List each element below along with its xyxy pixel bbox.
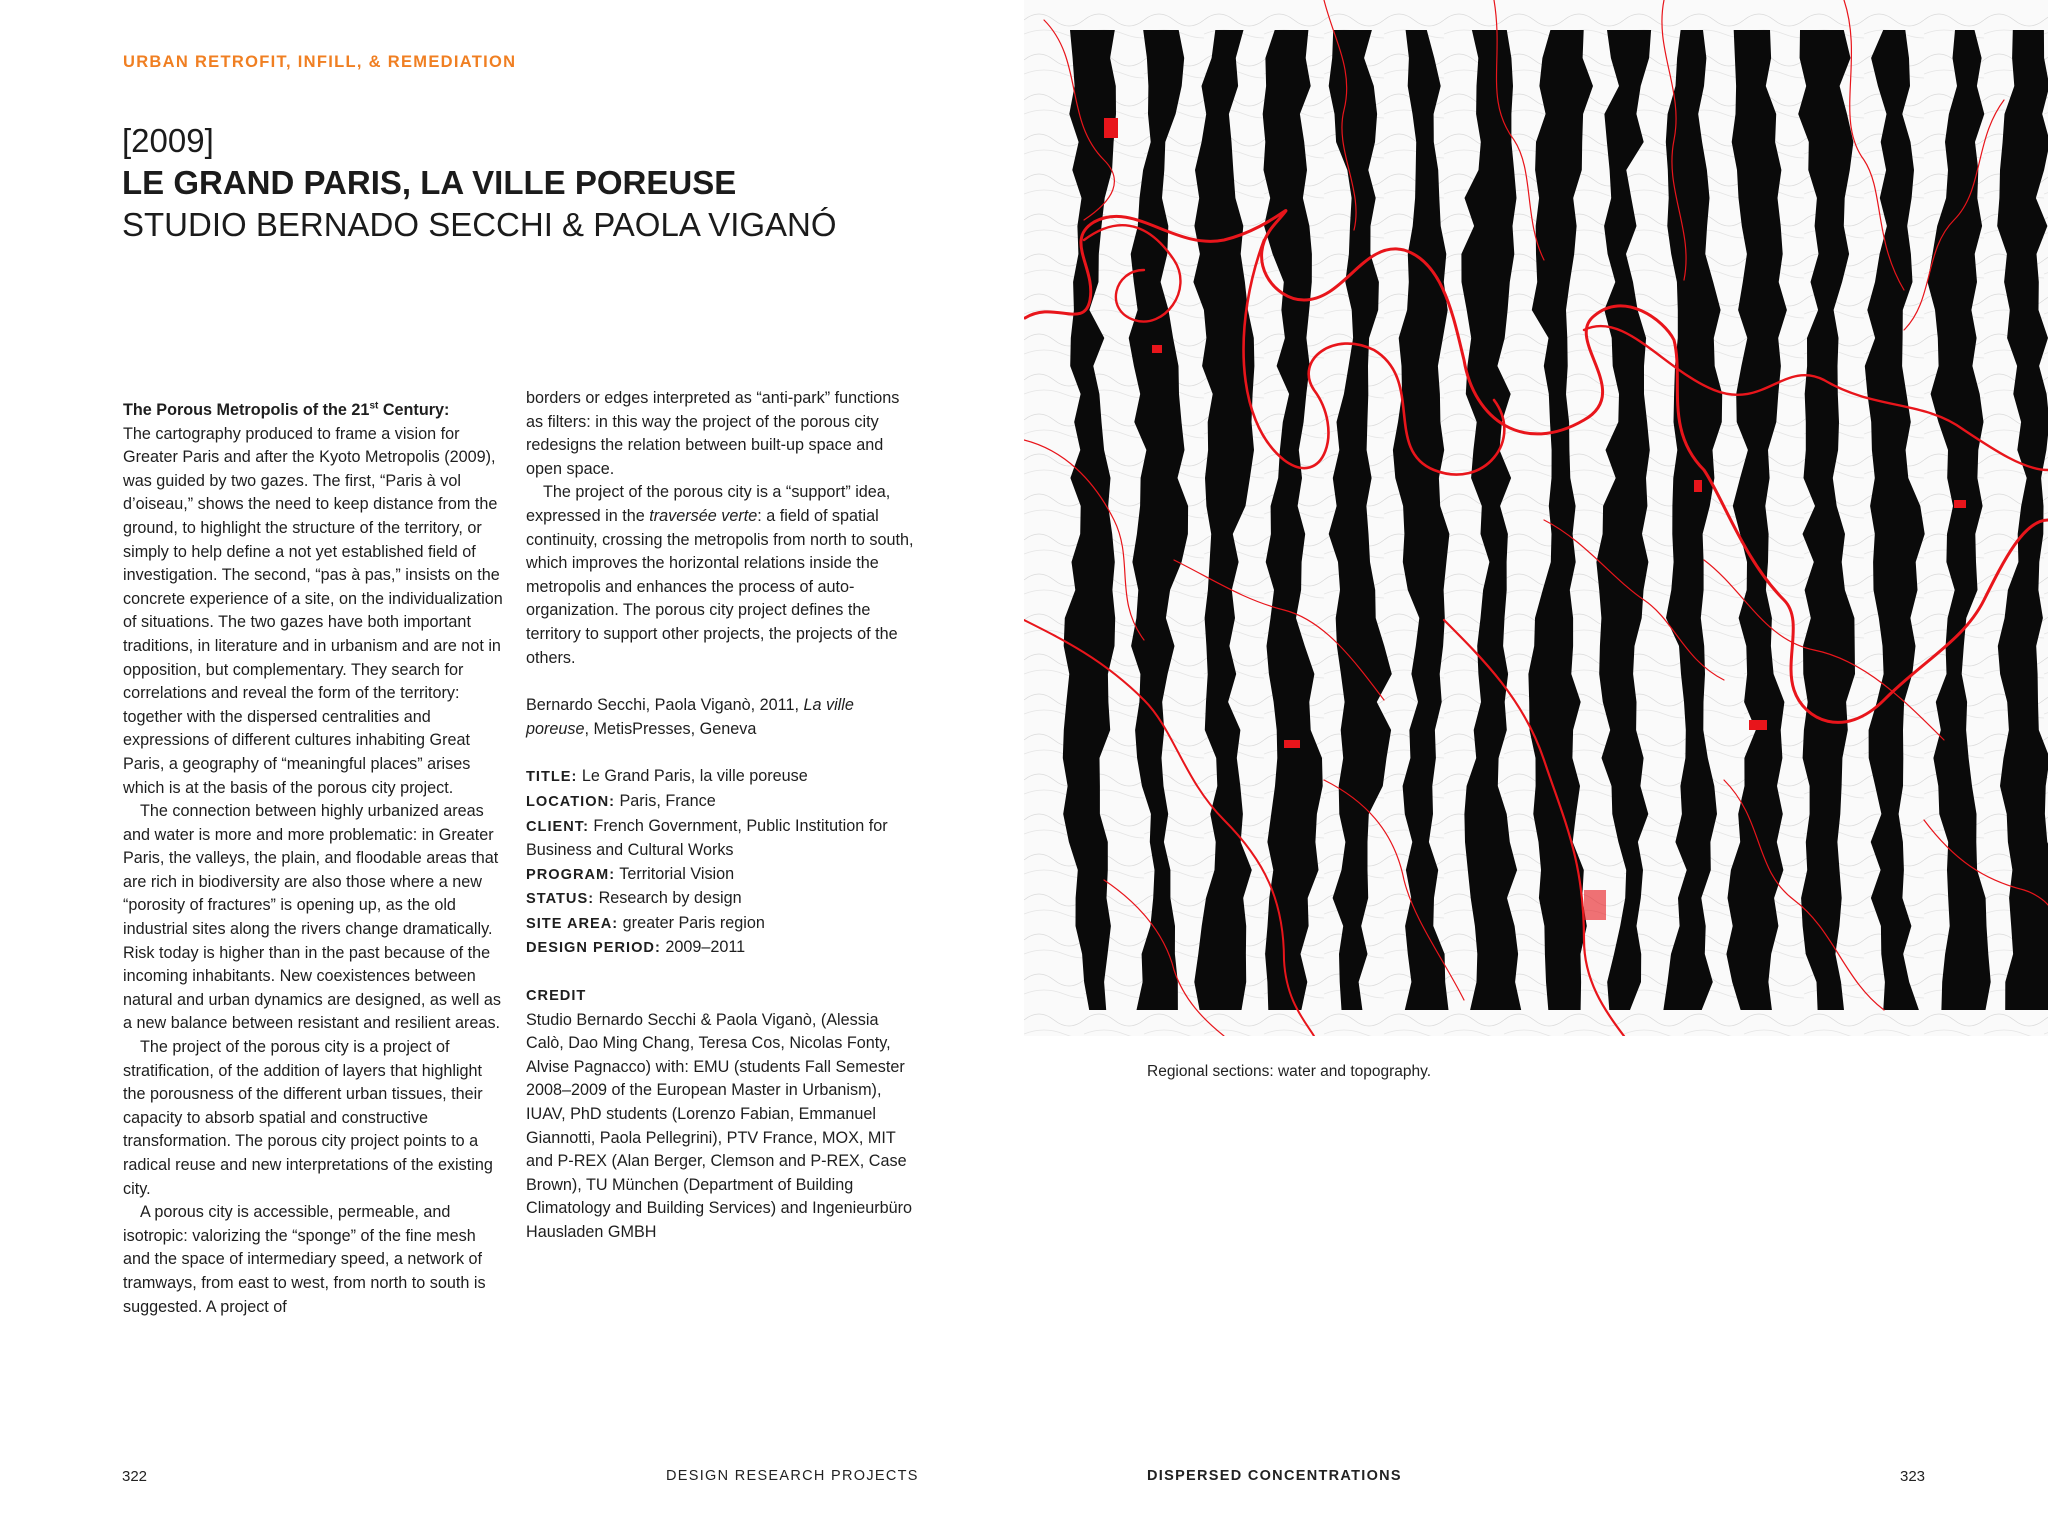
meta-program: PROGRAM: Territorial Vision bbox=[526, 864, 735, 883]
project-meta bbox=[526, 765, 916, 961]
bibliographic-reference: Bernardo Secchi, Paola Viganò, 2011, La ville poreuse, MetisPresses, Geneva bbox=[526, 696, 854, 738]
meta-location: LOCATION: Paris, France bbox=[526, 791, 716, 810]
title-block bbox=[122, 120, 837, 246]
running-head-right: DISPERSED CONCENTRATIONS bbox=[1147, 1468, 1402, 1484]
body-paragraph: borders or edges interpreted as “anti-park” functions as filters: in this way the project of the porous city redesigns the relation between built-up space and open space. bbox=[526, 389, 900, 478]
right-page bbox=[1024, 0, 2048, 1536]
studio-name: STUDIO BERNADO SECCHI & PAOLA VIGANÓ bbox=[122, 206, 837, 243]
body-paragraph: The connection between highly urbanized areas and water is more and more problematic: in Greater Paris, the valleys, the plain, and floodable areas that are rich in biodiversity are also those where a new “porosity of fractures” is opening up, as the old industrial sites along the rivers change dramatically. Risk today is higher than in the past because of the incoming inhabitants. New coexistences between natural and urban dynamics are designed, as well as a new balance between resistant and resilient areas. bbox=[123, 802, 501, 1033]
body-paragraph: The project of the porous city is a project of stratification, of the addition of layers that highlight the porousness of the different urban tissues, their capacity to absorb spatial and constructive transformation. The porous city project points to a radical reuse and new interpretations of the existing city. bbox=[123, 1038, 493, 1198]
meta-client: CLIENT: French Government, Public Institution for Business and Cultural Works bbox=[526, 816, 888, 860]
project-title: LE GRAND PARIS, LA VILLE POREUSE bbox=[122, 164, 737, 201]
page-number-left: 322 bbox=[122, 1468, 148, 1485]
section-label: URBAN RETROFIT, INFILL, & REMEDIATION bbox=[123, 53, 517, 71]
urban-patch bbox=[1284, 740, 1300, 748]
meta-site-area: SITE AREA: greater Paris region bbox=[526, 913, 765, 932]
map-image bbox=[1024, 0, 2048, 1036]
meta-status: STATUS: Research by design bbox=[526, 889, 742, 908]
credit-text: Studio Bernardo Secchi & Paola Viganò, (Alessia Calò, Dao Ming Chang, Teresa Cos, Nicolas Fonty, Alvise Pagnacco) with: EMU (students Fall Semester 2008–2009 of the European Master in Urbanism), IUAV, PhD students (Lorenzo Fabian, Emmanuel Giannotti, Paola Pellegrini), PTV France, MOX, MIT and P-REX (Alan Berger, Clemson and P-REX, Case Brown), TU München (Department of Building Climatology and Building Services) and Ingenieurbüro Hausladen GMBH bbox=[526, 1010, 913, 1241]
figure-caption: Regional sections: water and topography. bbox=[1147, 1063, 1432, 1080]
meta-title: TITLE: Le Grand Paris, la ville poreuse bbox=[526, 767, 808, 786]
text-column-1 bbox=[123, 399, 503, 1319]
regional-sections-map bbox=[1024, 0, 2048, 1036]
page-number-right: 323 bbox=[1900, 1468, 1926, 1485]
urban-patch bbox=[1104, 118, 1118, 138]
lead-heading: The Porous Metropolis of the 21st Century: bbox=[123, 400, 450, 419]
body-paragraph: A porous city is accessible, permeable, and isotropic: valorizing the “sponge” of the fine mesh and the space of intermediary speed, a network of tramways, from east to west, from north to south is suggested. A project of bbox=[123, 1203, 486, 1316]
body-paragraph: The project of the porous city is a “support” idea, expressed in the traversée verte: a field of spatial continuity, crossing the metropolis from north to south, which improves the horizontal relations inside the metropolis and enhances the process of auto-organization. The porous city project defines the territory to support other projects, the projects of the others. bbox=[526, 483, 914, 667]
urban-patch bbox=[1152, 345, 1162, 353]
urban-patch bbox=[1694, 480, 1702, 492]
text-column-2 bbox=[526, 387, 916, 1245]
meta-design-period: DESIGN PERIOD: 2009–2011 bbox=[526, 938, 746, 957]
urban-patch bbox=[1954, 500, 1966, 508]
urban-patch bbox=[1749, 720, 1767, 730]
project-year: [2009] bbox=[122, 122, 214, 159]
credit-heading: CREDIT bbox=[526, 988, 587, 1005]
running-head-left: DESIGN RESEARCH PROJECTS bbox=[666, 1468, 919, 1484]
body-paragraph: The cartography produced to frame a vision for Greater Paris and after the Kyoto Metropolis (2009), was guided by two gazes. The first, “Paris à vol d’oiseau,” shows the need to keep distance from the ground, to highlight the structure of the territory, or simply to help define a not yet established field of investigation. The second, “pas à pas,” insists on the concrete experience of a site, on the individualization of situations. The two gazes have both important traditions, in literature and in urbanism and are not in opposition, but complementary. They search for correlations and reveal the form of the territory: together with the dispersed centralities and expressions of different cultures inhabiting Great Paris, a geography of “meaningful places” arises which is at the basis of the porous city project. bbox=[123, 424, 503, 797]
urban-patch bbox=[1584, 890, 1606, 920]
